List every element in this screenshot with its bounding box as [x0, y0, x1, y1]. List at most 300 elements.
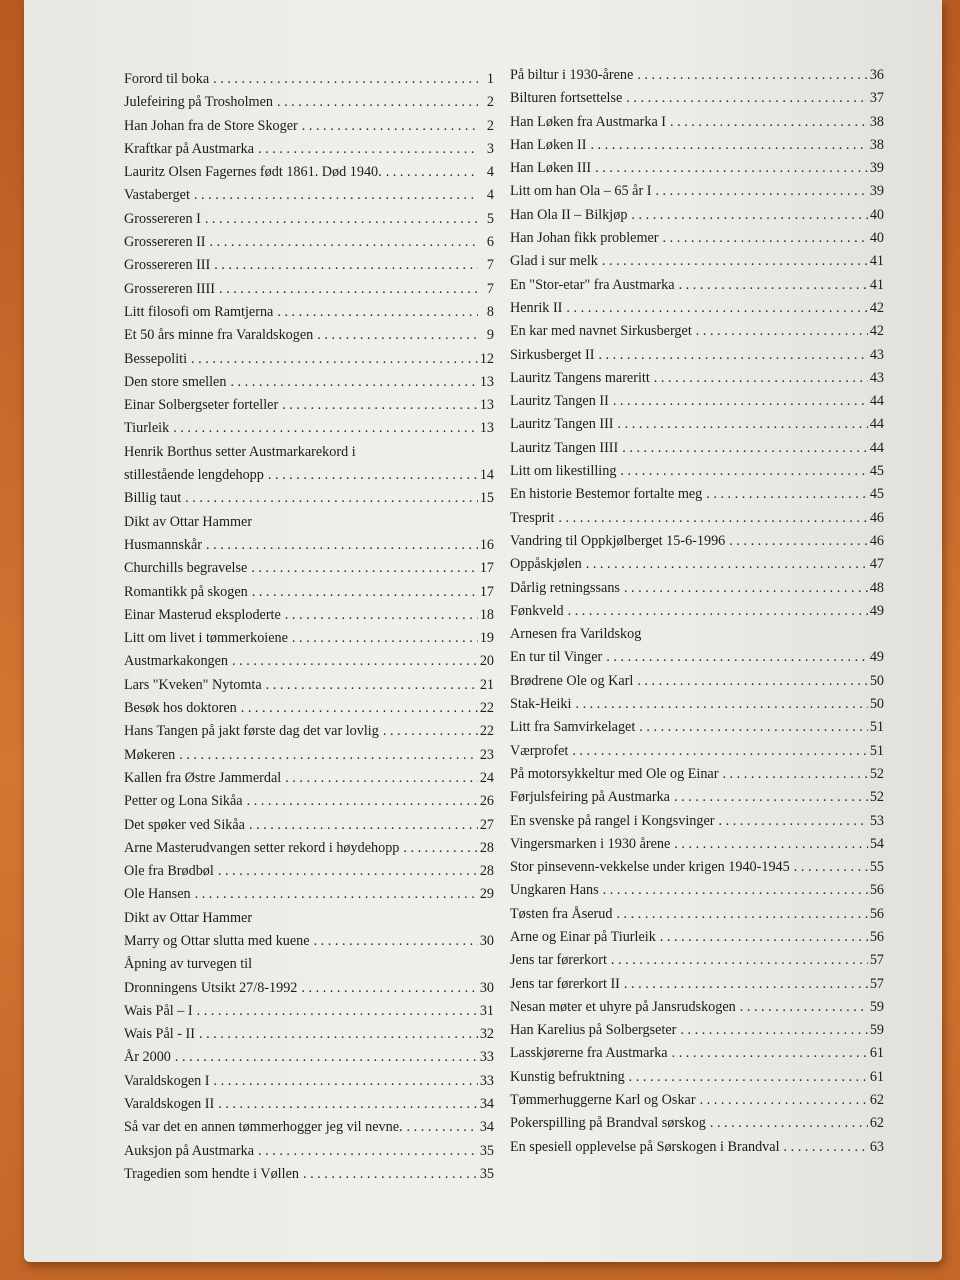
toc-dot-leader: [602, 250, 868, 273]
toc-entry-page: 39: [869, 160, 884, 177]
toc-dot-leader: [213, 68, 478, 91]
toc-entry-page: 46: [869, 509, 884, 526]
toc-entry: [510, 344, 884, 367]
toc-dot-leader: [206, 534, 478, 557]
toc-entry: [510, 577, 884, 600]
toc-dot-leader: [674, 833, 868, 856]
toc-entry: [124, 348, 494, 371]
toc-dot-leader: [230, 371, 477, 394]
toc-entry-page: 62: [869, 1115, 884, 1132]
toc-entry: [124, 115, 494, 138]
toc-entry: [124, 138, 494, 161]
toc-entry-title: Vandring til Oppkjølberget 15-6-1996: [510, 532, 726, 549]
toc-entry-page: 54: [869, 835, 884, 852]
toc-entry-page: 33: [479, 1072, 494, 1089]
toc-dot-leader: [194, 184, 478, 207]
toc-entry-title: Lasskjørerne fra Austmarka: [510, 1045, 668, 1062]
toc-entry: [510, 157, 884, 180]
toc-entry-title: Stor pinsevenn-vekkelse under krigen 1940-1945: [510, 859, 790, 876]
toc-entry-title: En "Stor-etar" fra Austmarka: [510, 276, 675, 293]
toc-entry-page: 53: [869, 812, 884, 829]
toc-entry-page: 52: [869, 789, 884, 806]
toc-entry: [124, 301, 494, 324]
toc-entry: [124, 697, 494, 720]
toc-entry: [510, 763, 884, 786]
toc-entry-title: Ungkaren Hans: [510, 882, 599, 899]
toc-dot-leader: [268, 464, 478, 487]
toc-entry: [124, 627, 494, 650]
toc-entry-title: Oppåskjølen: [510, 556, 582, 573]
toc-dot-leader: [586, 553, 868, 576]
toc-entry-title: Kunstig befruktning: [510, 1068, 625, 1085]
toc-entry: [510, 1136, 884, 1159]
toc-entry: [510, 996, 884, 1019]
toc-dot-leader: [598, 344, 867, 367]
toc-dot-leader: [706, 483, 868, 506]
toc-dot-leader: [197, 1000, 478, 1023]
toc-entry: [510, 810, 884, 833]
toc-entry-title: Tresprit: [510, 509, 555, 526]
toc-entry-title: Hans Tangen på jakt første dag det var lovlig: [124, 723, 379, 740]
toc-entry: [510, 949, 884, 972]
toc-entry: [510, 1112, 884, 1135]
toc-dot-leader: [626, 87, 868, 110]
toc-dot-leader: [195, 883, 478, 906]
toc-dot-leader: [740, 996, 868, 1019]
toc-entry-page: 61: [869, 1045, 884, 1062]
toc-dot-leader: [218, 1093, 478, 1116]
toc-entry: [124, 208, 494, 231]
toc-dot-leader: [303, 1163, 478, 1186]
toc-entry-title: Dronningens Utsikt 27/8-1992: [124, 979, 298, 996]
toc-entry: [124, 674, 494, 697]
toc-entry-title: Ole fra Brødbøl: [124, 863, 214, 880]
toc-dot-leader: [637, 670, 868, 693]
toc-entry-page: 14: [479, 467, 494, 484]
toc-entry-title: Glad i sur melk: [510, 253, 598, 270]
toc-entry: [124, 1000, 494, 1023]
toc-entry-page: 41: [869, 276, 884, 293]
toc-entry: [124, 557, 494, 580]
toc-dot-leader: [595, 157, 868, 180]
toc-entry-page: 12: [479, 350, 494, 367]
toc-entry-title: Værprofet: [510, 742, 569, 759]
toc-entry-page: 62: [869, 1092, 884, 1109]
toc-entry-page: 27: [479, 816, 494, 833]
toc-dot-leader: [219, 278, 478, 301]
toc-entry-page: 30: [479, 932, 494, 949]
toc-dot-leader: [252, 581, 478, 604]
toc-entry-title: Møkeren: [124, 746, 176, 763]
toc-entry-title: Han Johan fra de Store Skoger: [124, 117, 298, 134]
toc-dot-leader: [572, 740, 868, 763]
toc-entry-page: 4: [486, 187, 494, 204]
toc-entry-title: Åpning av turvegen til: [124, 956, 253, 973]
toc-entry-title: Sirkusberget II: [510, 346, 595, 363]
toc-dot-leader: [317, 324, 478, 347]
toc-entry-page: 21: [479, 676, 494, 693]
toc-dot-leader: [700, 1089, 868, 1112]
toc-dot-leader: [620, 460, 867, 483]
toc-entry-page: 44: [869, 439, 884, 456]
toc-entry: [124, 650, 494, 673]
toc-entry-page: 16: [479, 536, 494, 553]
toc-entry-page: 33: [479, 1049, 494, 1066]
toc-dot-leader: [232, 650, 478, 673]
toc-entry: [510, 973, 884, 996]
toc-entry: [510, 833, 884, 856]
toc-entry-title: Romantikk på skogen: [124, 583, 248, 600]
toc-entry-page: 47: [869, 556, 884, 573]
toc-dot-leader: [680, 1019, 867, 1042]
toc-entry: [124, 324, 494, 347]
toc-dot-leader: [266, 674, 478, 697]
toc-entry-title: Kallen fra Østre Jammerdal: [124, 769, 282, 786]
toc-dot-leader: [663, 227, 868, 250]
toc-entry: [124, 487, 494, 510]
toc-entry-page: 29: [479, 886, 494, 903]
toc-entry: [124, 184, 494, 207]
toc-entry-page: 37: [869, 90, 884, 107]
toc-entry-title: Grossereren II: [124, 234, 206, 251]
toc-entry: [510, 740, 884, 763]
toc-entry-title: Grossereren I: [124, 210, 201, 227]
toc-entry: [510, 483, 884, 506]
toc-entry-title: Han Løken fra Austmarka I: [510, 113, 667, 130]
toc-dot-leader: [558, 507, 867, 530]
toc-entry-title: Grossereren III: [124, 257, 211, 274]
toc-dot-leader: [603, 879, 868, 902]
toc-dot-leader: [301, 977, 477, 1000]
toc-dot-leader: [175, 1046, 478, 1069]
toc-entry-title: Tragedien som hendte i Vøllen: [124, 1165, 299, 1182]
toc-entry: [124, 278, 494, 301]
toc-entry-title: Husmannskår: [124, 536, 203, 553]
toc-entry: [510, 530, 884, 553]
toc-entry-title: En tur til Vinger: [510, 649, 603, 666]
toc-entry-title: På biltur i 1930-årene: [510, 67, 634, 83]
toc-entry-page: 15: [479, 490, 494, 507]
toc-entry: [124, 837, 494, 860]
toc-entry-title: Tiurleik: [124, 420, 170, 437]
toc-entry-title: Et 50 års minne fra Varaldskogen: [124, 327, 314, 344]
toc-entry-page: 56: [869, 928, 884, 945]
toc-entry-title: Dikt av Ottar Hammer: [124, 513, 253, 530]
toc-entry-title: Auksjon på Austmarka: [124, 1142, 255, 1159]
book-page: [24, 0, 942, 1262]
toc-entry: [124, 254, 494, 277]
toc-entry-title: Så var det en annen tømmerhogger jeg vil nevne.: [124, 1119, 403, 1136]
toc-entry: [124, 161, 494, 184]
toc-dot-leader: [670, 111, 868, 134]
toc-entry: [124, 534, 494, 557]
toc-entry-page: 6: [486, 234, 494, 251]
toc-entry-page: 45: [869, 486, 884, 503]
toc-entry-page: 44: [869, 416, 884, 433]
toc-entry-page: 57: [869, 952, 884, 969]
toc-dot-leader: [251, 557, 477, 580]
toc-entry: [510, 670, 884, 693]
toc-entry-page: 42: [869, 323, 884, 340]
toc-entry-title: En spesiell opplevelse på Sørskogen i Brandval: [510, 1138, 780, 1155]
toc-dot-leader: [639, 716, 868, 739]
toc-entry: [124, 1093, 494, 1116]
toc-entry-page: 39: [869, 183, 884, 200]
toc-entry: [124, 814, 494, 837]
toc-entry: [124, 720, 494, 743]
toc-entry: [510, 111, 884, 134]
toc-entry: [510, 903, 884, 926]
toc-entry-title: Vastaberget: [124, 187, 190, 204]
toc-entry-page: 56: [869, 905, 884, 922]
toc-entry: [124, 511, 494, 534]
toc-dot-leader: [302, 115, 478, 138]
toc-entry: [124, 1070, 494, 1093]
toc-dot-leader: [185, 487, 478, 510]
toc-entry: [510, 367, 884, 390]
toc-entry-page: 57: [869, 975, 884, 992]
toc-entry-title: Lauritz Olsen Fagernes født 1861. Død 1940.: [124, 164, 382, 181]
toc-entry: [510, 507, 884, 530]
toc-entry-title: Churchills begravelse: [124, 560, 248, 577]
toc-dot-leader: [386, 161, 478, 184]
toc-entry: [510, 1089, 884, 1112]
toc-entry-title: Einar Solbergseter forteller: [124, 397, 279, 414]
toc-dot-leader: [784, 1136, 868, 1159]
toc-entry: [124, 1140, 494, 1163]
toc-dot-leader: [258, 1140, 478, 1163]
toc-entry-page: 22: [479, 723, 494, 740]
toc-entry: [510, 716, 884, 739]
toc-entry-title: Einar Masterud eksploderte: [124, 606, 281, 623]
toc-entry-page: 43: [869, 369, 884, 386]
toc-dot-leader: [566, 297, 867, 320]
toc-entry: [510, 879, 884, 902]
toc-entry-page: 34: [479, 1096, 494, 1113]
toc-entry-title: En historie Bestemor fortalte meg: [510, 486, 703, 503]
toc-entry-title: Litt om han Ola – 65 år I: [510, 183, 652, 200]
toc-entry: [124, 930, 494, 953]
toc-dot-leader: [729, 530, 868, 553]
toc-dot-leader: [249, 814, 478, 837]
toc-dot-leader: [282, 394, 478, 417]
toc-entry: [510, 1019, 884, 1042]
toc-entry-page: 28: [479, 863, 494, 880]
toc-dot-leader: [611, 949, 868, 972]
toc-dot-leader: [179, 744, 478, 767]
toc-entry-title: Besøk hos doktoren: [124, 700, 237, 717]
toc-entry: [124, 744, 494, 767]
toc-entry-page: 28: [479, 839, 494, 856]
toc-entry: [510, 1066, 884, 1089]
toc-entry-page: 59: [869, 1022, 884, 1039]
toc-dot-leader: [292, 627, 478, 650]
toc-entry-title: Wais Pål – I: [124, 1002, 193, 1019]
toc-entry: [510, 87, 884, 110]
toc-entry-page: 45: [869, 463, 884, 480]
toc-dot-leader: [314, 930, 478, 953]
toc-dot-leader: [637, 64, 867, 87]
toc-entry: [510, 623, 884, 646]
toc-entry: [510, 553, 884, 576]
toc-dot-leader: [618, 413, 868, 436]
toc-entry-page: 52: [869, 765, 884, 782]
toc-entry-title: Grossereren IIII: [124, 280, 215, 297]
toc-entry: [510, 390, 884, 413]
toc-dot-leader: [674, 786, 868, 809]
toc-dot-leader: [218, 860, 478, 883]
toc-dot-leader: [590, 134, 867, 157]
toc-entry: [124, 953, 494, 976]
toc-entry: [124, 1116, 494, 1139]
toc-entry: [510, 437, 884, 460]
toc-entry: [124, 1163, 494, 1186]
toc-dot-leader: [624, 577, 868, 600]
toc-dot-leader: [722, 763, 867, 786]
toc-entry-page: 55: [869, 859, 884, 876]
toc-entry-title: Pokerspilling på Brandval sørskog: [510, 1115, 706, 1132]
toc-dot-leader: [655, 180, 867, 203]
toc-entry-page: 23: [479, 746, 494, 763]
toc-entry-title: Henrik II: [510, 299, 563, 316]
toc-entry-title: På motorsykkeltur med Ole og Einar: [510, 765, 719, 782]
toc-entry-title: En svenske på rangel i Kongsvinger: [510, 812, 715, 829]
toc-entry-title: Han Karelius på Solbergseter: [510, 1022, 677, 1039]
toc-dot-leader: [277, 301, 478, 324]
toc-dot-leader: [407, 1116, 478, 1139]
toc-dot-leader: [277, 91, 478, 114]
toc-entry-title: Kraftkar på Austmarka: [124, 140, 255, 157]
toc-entry-page: 13: [479, 397, 494, 414]
toc-dot-leader: [794, 856, 868, 879]
toc-dot-leader: [624, 973, 868, 996]
toc-dot-leader: [568, 600, 868, 623]
toc-dot-leader: [241, 697, 478, 720]
toc-entry-title: Jens tar førerkort: [510, 952, 607, 969]
toc-entry-title: Tøsten fra Åserud: [510, 905, 613, 922]
toc-entry-page: 24: [479, 769, 494, 786]
toc-entry: [510, 274, 884, 297]
toc-entry-title: Jens tar førerkort II: [510, 975, 620, 992]
toc-entry: [124, 860, 494, 883]
toc-entry-title: stillestående lengdehopp: [124, 467, 264, 484]
toc-entry-title: Bilturen fortsettelse: [510, 90, 623, 107]
toc-entry-page: 19: [479, 630, 494, 647]
toc-entry-page: 17: [479, 560, 494, 577]
toc-entry-page: 3: [486, 140, 494, 157]
toc-entry-page: 49: [869, 602, 884, 619]
toc-dot-leader: [622, 437, 868, 460]
toc-entry-title: Bessepoliti: [124, 350, 188, 367]
toc-entry-page: 49: [869, 649, 884, 666]
toc-entry-page: 63: [869, 1138, 884, 1155]
toc-dot-leader: [696, 320, 868, 343]
toc-entry: [510, 180, 884, 203]
toc-entry-title: Litt filosofi om Ramtjerna: [124, 303, 274, 320]
toc-entry-page: 51: [869, 742, 884, 759]
toc-entry: [510, 413, 884, 436]
toc-entry: [510, 926, 884, 949]
toc-dot-leader: [214, 254, 478, 277]
toc-dot-leader: [173, 417, 478, 440]
toc-entry-title: Litt om likestilling: [510, 463, 617, 480]
toc-entry-page: 44: [869, 393, 884, 410]
toc-entry-title: Brødrene Ole og Karl: [510, 672, 634, 689]
toc-dot-leader: [654, 367, 868, 390]
toc-entry: [124, 91, 494, 114]
toc-entry: [510, 600, 884, 623]
toc-dot-leader: [247, 790, 478, 813]
toc-entry: [124, 604, 494, 627]
toc-entry-page: 41: [869, 253, 884, 270]
toc-entry-page: 38: [869, 136, 884, 153]
toc-dot-leader: [660, 926, 868, 949]
toc-entry-title: Vingersmarken i 1930 årene: [510, 835, 671, 852]
toc-dot-leader: [199, 1023, 478, 1046]
toc-entry-title: Petter og Lona Sikåa: [124, 793, 243, 810]
toc-entry-page: 35: [479, 1165, 494, 1182]
toc-entry-page: 61: [869, 1068, 884, 1085]
toc-entry-title: Han Johan fikk problemer: [510, 230, 659, 247]
toc-dot-leader: [679, 274, 868, 297]
toc-entry-page: 59: [869, 998, 884, 1015]
toc-entry-title: Varaldskogen I: [124, 1072, 210, 1089]
toc-entry-page: 43: [869, 346, 884, 363]
toc-entry-title: Austmarkakongen: [124, 653, 229, 670]
toc-entry-page: 40: [869, 206, 884, 223]
toc-entry-title: Arnesen fra Varildskog: [510, 626, 642, 643]
toc-dot-leader: [606, 646, 868, 669]
toc-entry-title: Forord til boka: [124, 71, 210, 87]
toc-entry: [510, 786, 884, 809]
toc-entry-page: 40: [869, 230, 884, 247]
toc-left-column: [124, 68, 494, 1186]
toc-entry-page: 13: [479, 373, 494, 390]
toc-entry: [510, 646, 884, 669]
toc-entry-title: Den store smellen: [124, 373, 227, 390]
toc-entry-page: 7: [486, 257, 494, 274]
toc-dot-leader: [191, 348, 478, 371]
toc-entry: [124, 68, 494, 91]
toc-entry: [124, 394, 494, 417]
toc-entry-page: 20: [479, 653, 494, 670]
toc-entry-page: 18: [479, 606, 494, 623]
toc-entry-title: Han Løken II: [510, 136, 587, 153]
toc-entry-title: Lauritz Tangens mareritt: [510, 369, 650, 386]
toc-entry-page: 32: [479, 1026, 494, 1043]
toc-dot-leader: [719, 810, 868, 833]
toc-dot-leader: [631, 204, 867, 227]
toc-entry-page: 50: [869, 696, 884, 713]
toc-entry: [124, 767, 494, 790]
toc-entry-title: Dårlig retningssans: [510, 579, 620, 596]
toc-entry-title: Nesan møter et uhyre på Jansrudskogen: [510, 998, 736, 1015]
toc-entry-title: Litt om livet i tømmerkoiene: [124, 630, 288, 647]
toc-entry-page: 30: [479, 979, 494, 996]
toc-entry: [510, 856, 884, 879]
toc-entry-title: Arne Masterudvangen setter rekord i høydehopp: [124, 839, 400, 856]
toc-entry-page: 5: [486, 210, 494, 227]
toc-entry-page: 56: [869, 882, 884, 899]
toc-entry: [510, 297, 884, 320]
toc-entry: [124, 581, 494, 604]
toc-entry: [124, 231, 494, 254]
toc-entry-title: Litt fra Samvirkelaget: [510, 719, 636, 736]
toc-entry-page: 22: [479, 700, 494, 717]
toc-entry-title: Dikt av Ottar Hammer: [124, 909, 253, 926]
toc-entry-page: 2: [486, 117, 494, 134]
toc-dot-leader: [629, 1066, 868, 1089]
